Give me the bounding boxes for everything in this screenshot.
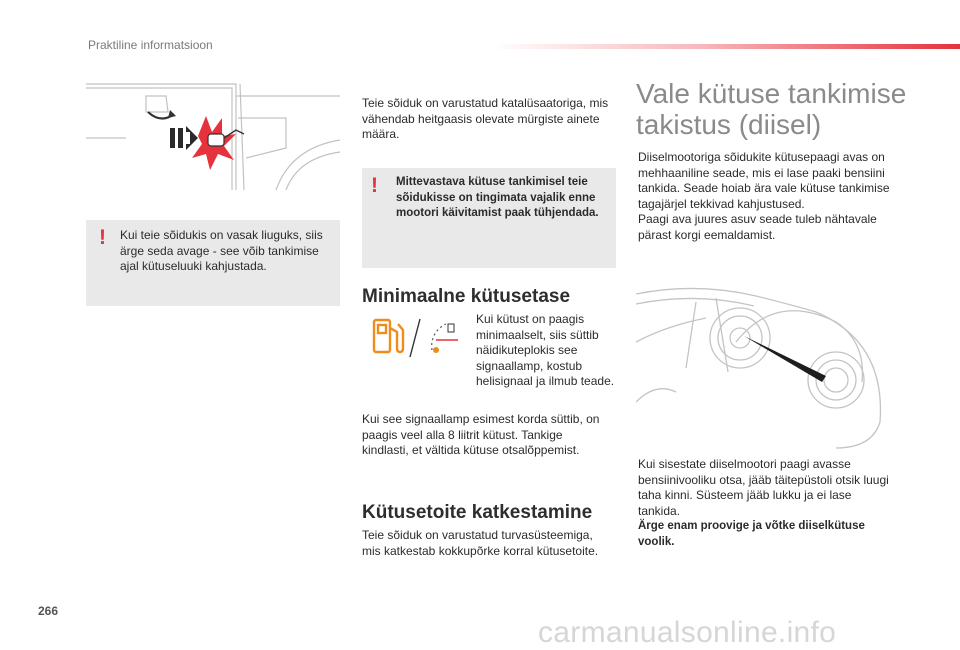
warning-exclamation-icon: ! (371, 174, 378, 197)
misfuel-bottom-bold: Ärge enam proovige ja võtke diiselkütuse voolik. (638, 520, 865, 548)
min-fuel-description: Kui kütust on paagis minimaalselt, siis süttib näidikuteplokis see signaallamp, kostub helisignaal ja ilmub teade. (476, 312, 615, 389)
wrong-fuel-warning-text: Mittevastava kütuse tankimisel teie sõidukisse on tingimata vajalik enne mootori käivitamist paak tühjendada. (396, 176, 599, 220)
warning-exclamation-icon: ! (99, 226, 106, 249)
misfuel-intro-text: Diiselmootoriga sõidukite kütusepaagi avas on mehhaaniline seade, mis ei lase paaki bensiini tankida. Seade hoiab ära vale kütuse tankimise tagajärjel tekkivad kahjustused. (638, 150, 890, 211)
wrong-fuel-warning-box (362, 168, 616, 268)
fuel-cutoff-paragraph: Teie sõiduk on varustatud turvasüsteemiga, mis katkestab kokkupõrke korral kütusetoite. (362, 528, 599, 558)
side-door-warning-text: Kui teie sõidukis on vasak liuguks, siis ärge seda avage - see võib tankimise ajal kütuseluuki kahjustada. (120, 228, 323, 274)
fuel-cutoff-heading: Kütusetoite katkestamine (362, 502, 593, 523)
misfuel-intro-text-2: Paagi ava juures asuv seade tuleb nähtavale pärast korgi eemaldamist. (638, 212, 877, 242)
watermark: carmanualsonline.info (538, 616, 837, 649)
misfuel-bottom-text: Kui sisestate diiselmootori paagi avasse bensiinivooliku otsa, jääb täitepüstoli otsik luugi taha kinni. Süsteem jääb lukku ja ei lase tankida. (638, 457, 889, 518)
filler-neck-illustration (636, 282, 888, 450)
min-fuel-paragraph: Kui see signaallamp esimest korda süttib, on paagis veel alla 8 liitrit kütust. Tankige kindlasti, et vältida kütuse otsalõppemist. (362, 412, 600, 458)
page-number: 266 (38, 604, 59, 618)
side-door-warning-box (86, 220, 340, 306)
min-fuel-heading: Minimaalne kütusetase (362, 286, 571, 307)
catalyst-intro-text: Teie sõiduk on varustatud katalüsaatoriga, mis vähendab heitgaasis olevate mürgiste ainete määra. (362, 96, 609, 142)
fuel-pump-icon (370, 314, 406, 356)
page-header-title: Praktiline informatsioon (88, 38, 213, 52)
low-fuel-gauge-icon (426, 314, 460, 356)
icon-separator-slash (408, 318, 422, 358)
misfuel-prevention-heading (636, 78, 936, 140)
heading-line-1: Vale kütuse tankimise (636, 78, 907, 109)
van-fuel-door-illustration (86, 78, 340, 190)
heading-line-2: takistus (diisel) (636, 109, 822, 140)
header-accent-bar (490, 44, 960, 49)
